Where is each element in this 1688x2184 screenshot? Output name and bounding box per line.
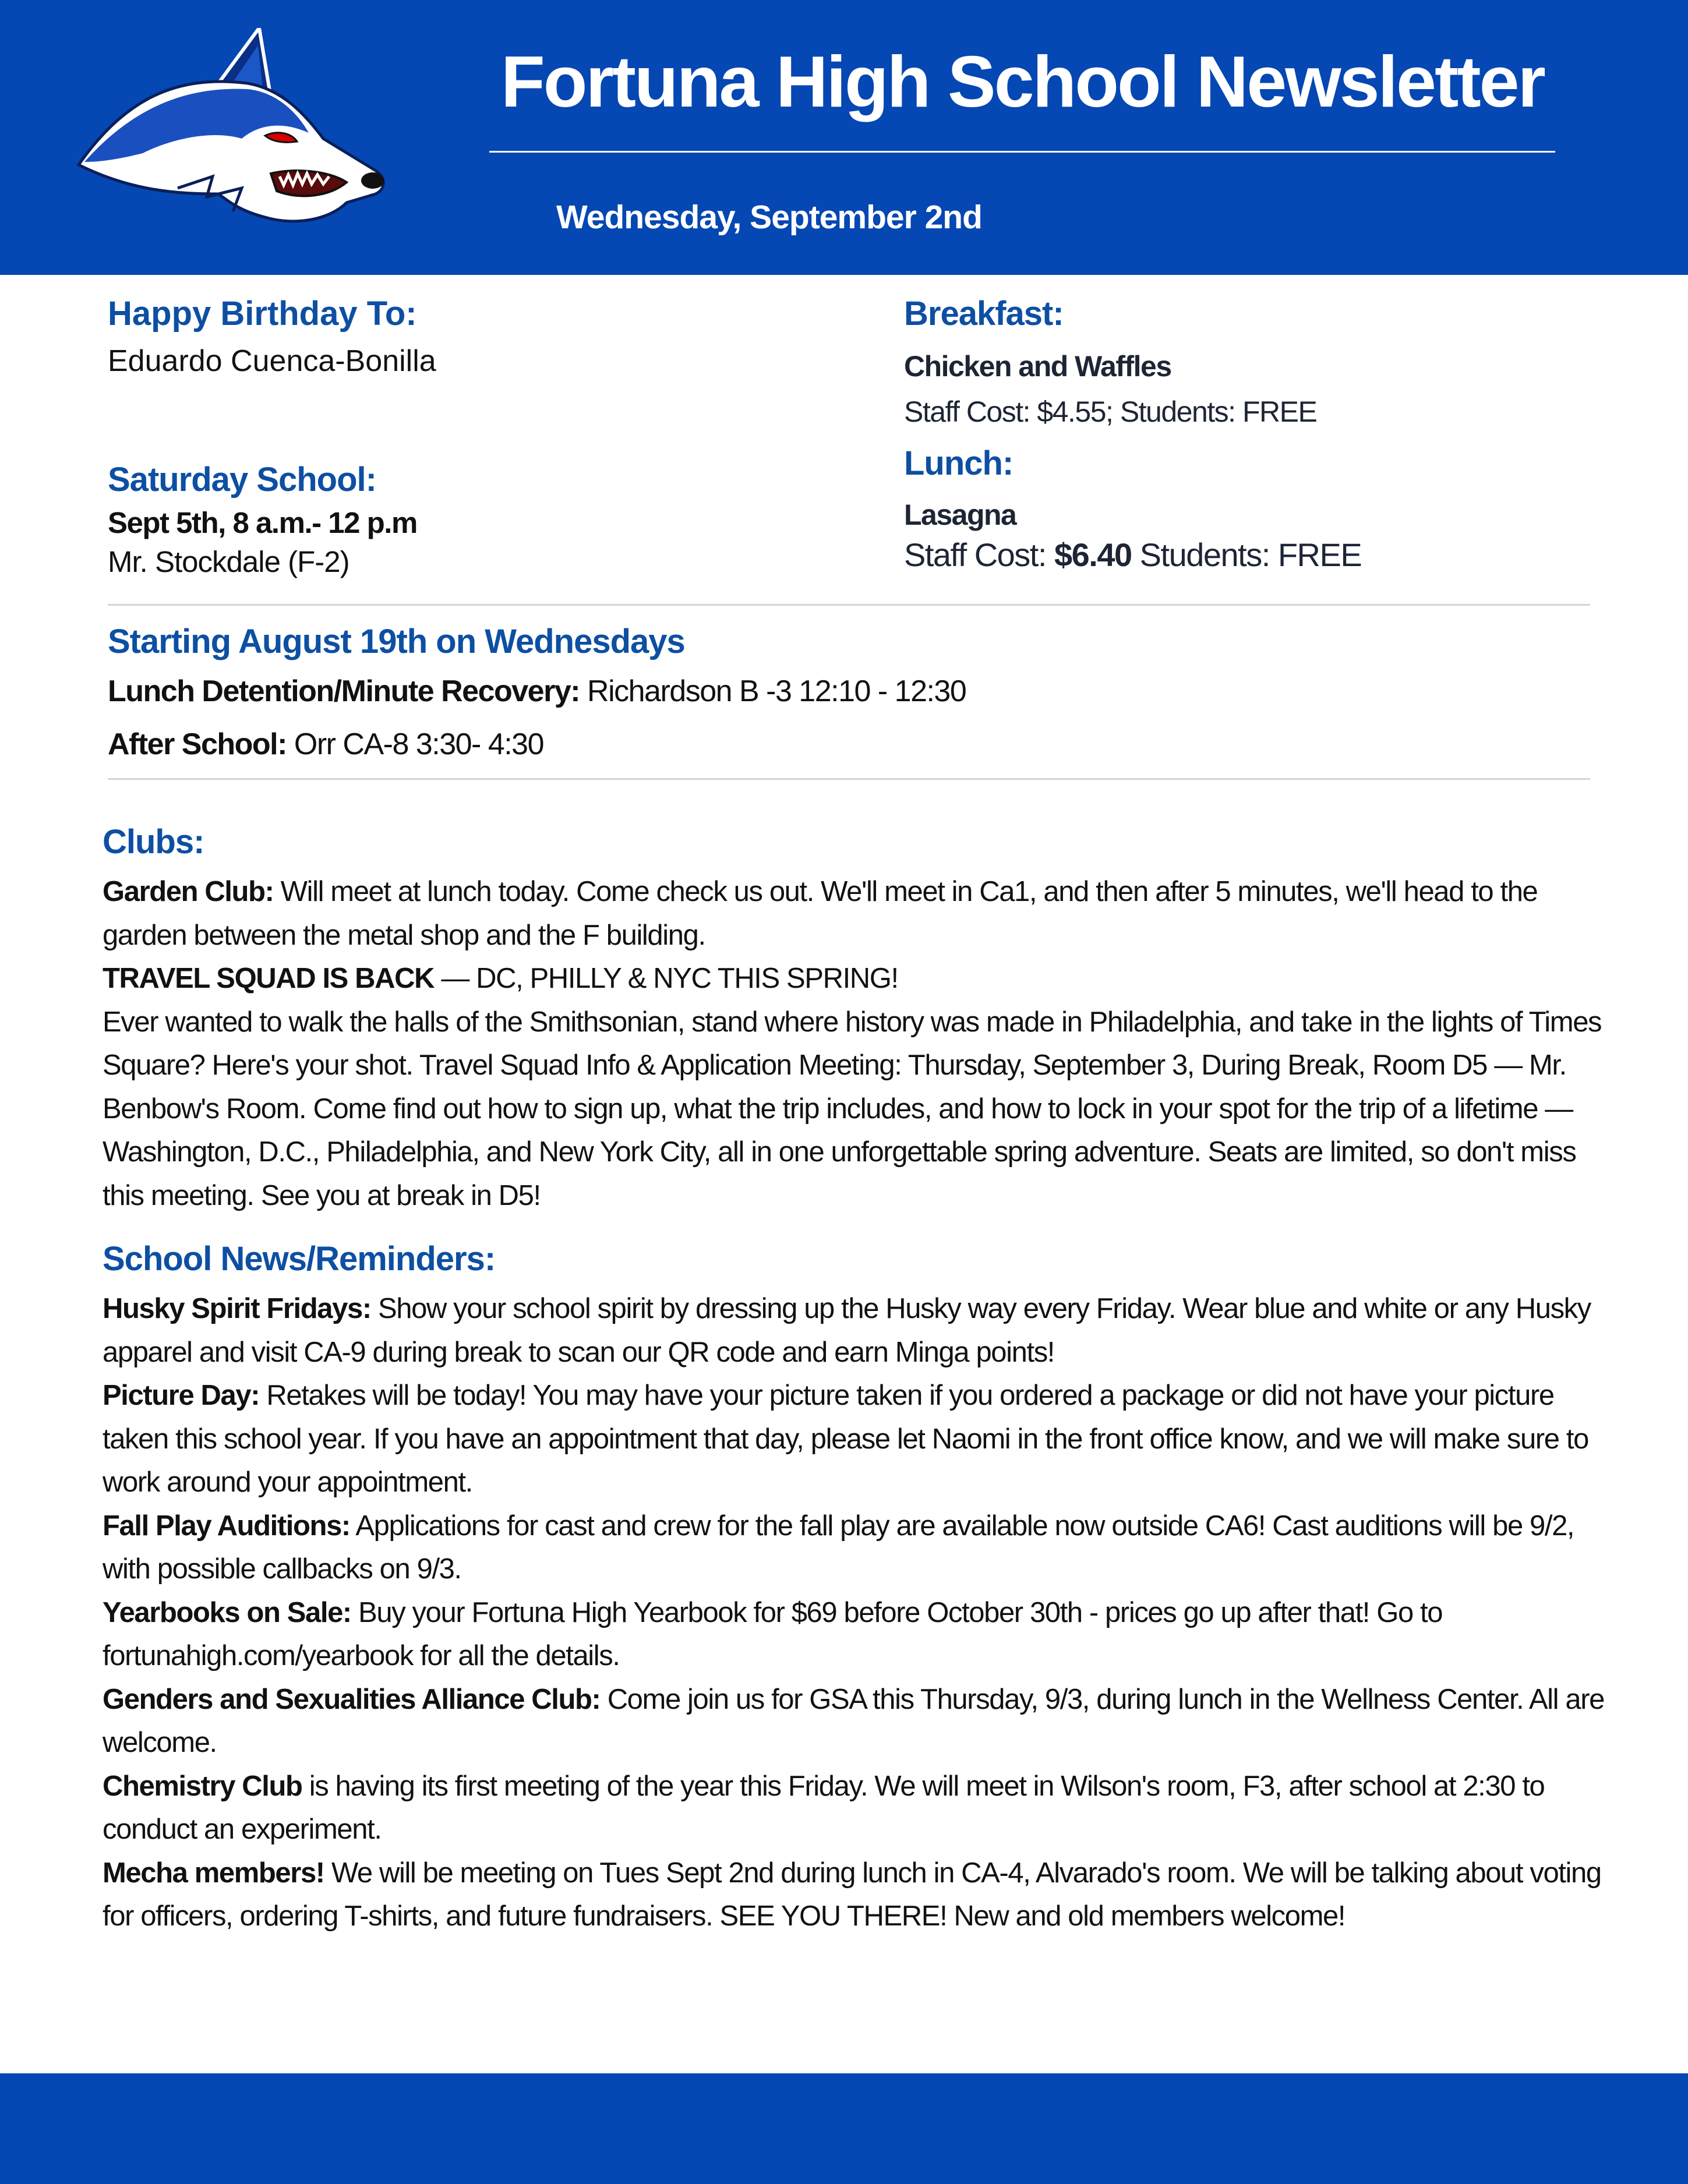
breakfast-heading: Breakfast: (904, 295, 1064, 333)
newsletter-title: Fortuna High School Newsletter (501, 42, 1544, 122)
saturday-school-time: Sept 5th, 8 a.m.- 12 p.m (108, 506, 417, 539)
news-item-label: Fall Play Auditions: (103, 1510, 350, 1542)
newsletter-date: Wednesday, September 2nd (556, 199, 982, 236)
news-item (103, 1678, 1605, 1765)
school-news-list (103, 1287, 1605, 1938)
birthday-heading: Happy Birthday To: (108, 295, 417, 333)
news-item-text: Buy your Fortuna High Yearbook for $69 before October 30th - prices go up after that! Go to fortunahigh.com/yearbook for all the details. (103, 1596, 1443, 1671)
clubs-heading: Clubs: (103, 823, 204, 861)
news-item (103, 1504, 1605, 1591)
news-item-text: Applications for cast and crew for the fall play are available now outside CA6! Cast auditions will be 9/2, with possible callbacks on 9/3. (103, 1510, 1574, 1585)
title-divider (489, 151, 1555, 153)
lunch-heading: Lunch: (904, 444, 1013, 482)
breakfast-cost: Staff Cost: $4.55; Students: FREE (904, 395, 1317, 428)
birthday-name: Eduardo Cuenca-Bonilla (108, 344, 436, 378)
lunch-cost: Staff Cost: $6.40 Students: FREE (904, 536, 1362, 573)
news-item-text: Come join us for GSA this Thursday, 9/3, during lunch in the Wellness Center. All are welcome. (103, 1683, 1604, 1758)
news-item-label: Husky Spirit Fridays: (103, 1293, 371, 1324)
clubs-body (103, 870, 1605, 1217)
news-item (103, 1591, 1605, 1678)
travel-squad-headline: TRAVEL SQUAD IS BACK — DC, PHILLY & NYC THIS SPRING! (103, 963, 898, 994)
newsletter-footer (0, 2073, 1688, 2184)
travel-squad-text: Ever wanted to walk the halls of the Smithsonian, stand where history was made in Philadelphia, and take in the lights of Times Square? Here's your shot. Travel Squad Info & Application Meeting: Thursday, September 3, During Break, Room D5 — Mr. Benbow's Room. Come find out how to sign up, what the trip includes, and how to lock in your spot for the trip of a lifetime — Washington, D.C., Philadelphia, and New York City, all in one unforgettable spring adventure. Seats are limited, so don't miss this meeting. See you at break in D5! (103, 1006, 1602, 1211)
school-news-heading: School News/Reminders: (103, 1240, 496, 1278)
news-item-label: Yearbooks on Sale: (103, 1596, 351, 1628)
saturday-school-heading: Saturday School: (108, 461, 376, 499)
news-item (103, 1765, 1605, 1851)
news-item-text: Retakes will be today! You may have your picture taken if you ordered a package or did not have your picture taken this school year. If you have an appointment that day, please let Naomi in the front office know, and we will make sure to work around your appointment. (103, 1380, 1588, 1498)
news-item-text: Show your school spirit by dressing up the Husky way every Friday. Wear blue and white or any Husky apparel and visit CA-9 during break to scan our QR code and earn Minga points! (103, 1293, 1591, 1368)
news-item-text: is having its first meeting of the year this Friday. We will meet in Wilson's room, F3, after school at 2:30 to conduct an experiment. (103, 1770, 1545, 1845)
husky-mascot-icon (73, 28, 393, 226)
saturday-school-teacher: Mr. Stockdale (F-2) (108, 545, 349, 578)
news-item (103, 1374, 1605, 1504)
breakfast-item: Chicken and Waffles (904, 350, 1171, 383)
newsletter-header (0, 0, 1688, 275)
lunch-detention-line: Lunch Detention/Minute Recovery: Richardson B -3 12:10 - 12:30 (108, 674, 966, 708)
news-item-text: We will be meeting on Tues Sept 2nd during lunch in CA-4, Alvarado's room. We will be talking about voting for officers, ordering T-shirts, and future fundraisers. SEE YOU THERE! New and old members welcome! (103, 1857, 1601, 1932)
garden-club-item: Garden Club: Will meet at lunch today. Come check us out. We'll meet in Ca1, and then after 5 minutes, we'll head to the garden between the metal shop and the F building. (103, 876, 1538, 951)
news-item-label: Picture Day: (103, 1380, 260, 1411)
after-school-line: After School: Orr CA-8 3:30- 4:30 (108, 727, 544, 761)
news-item (103, 1287, 1605, 1374)
section-divider (108, 604, 1590, 606)
news-item-label: Mecha members! (103, 1857, 324, 1889)
lunch-item: Lasagna (904, 499, 1016, 531)
news-item-label: Genders and Sexualities Alliance Club: (103, 1683, 601, 1715)
news-item-label: Chemistry Club (103, 1770, 302, 1802)
news-item (103, 1851, 1605, 1938)
detention-heading: Starting August 19th on Wednesdays (108, 623, 685, 660)
section-divider (108, 778, 1590, 780)
